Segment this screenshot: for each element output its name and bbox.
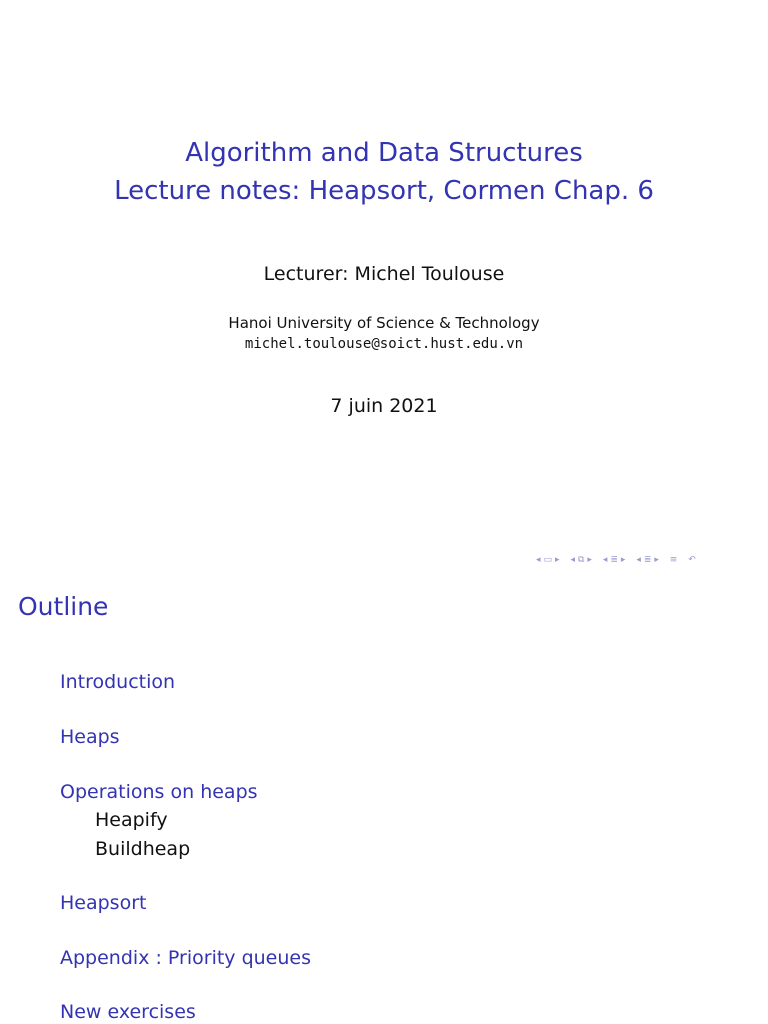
toc-item-appendix[interactable]: Appendix : Priority queues bbox=[60, 947, 311, 969]
slide-title: Outline bbox=[18, 592, 109, 621]
subsection-icon[interactable]: ⧉ bbox=[577, 555, 585, 565]
nav-prev-icon[interactable]: ◂ bbox=[536, 555, 541, 565]
toc-item-introduction[interactable]: Introduction bbox=[60, 671, 176, 693]
institution: Hanoi University of Science & Technology bbox=[228, 314, 540, 332]
undo-icon[interactable]: ↶ bbox=[688, 555, 696, 565]
title-line-2: Lecture notes: Heapsort, Cormen Chap. 6 bbox=[114, 176, 654, 206]
toc-item-heapsort[interactable]: Heapsort bbox=[60, 892, 147, 914]
nav-next-icon[interactable]: ▸ bbox=[654, 555, 659, 565]
beamer-navigation-bar bbox=[536, 555, 699, 571]
email: michel.toulouse@soict.hust.edu.vn bbox=[244, 336, 524, 352]
nav-prev-icon[interactable]: ◂ bbox=[602, 555, 608, 565]
toc-item-new-exercises[interactable]: New exercises bbox=[60, 1001, 196, 1023]
nav-next-icon[interactable]: ▸ bbox=[587, 555, 592, 565]
nav-next-icon[interactable]: ▸ bbox=[620, 555, 626, 565]
lecturer: Lecturer: Michel Toulouse bbox=[263, 263, 505, 285]
toc-item-heaps[interactable]: Heaps bbox=[60, 726, 120, 748]
section-icon[interactable]: ≣ bbox=[643, 555, 652, 565]
section-icon[interactable]: ≣ bbox=[610, 555, 618, 565]
title-line-1: Algorithm and Data Structures bbox=[185, 138, 583, 168]
nav-prev-icon[interactable]: ◂ bbox=[636, 555, 641, 565]
date: 7 juin 2021 bbox=[330, 395, 438, 417]
nav-next-icon[interactable]: ▸ bbox=[555, 555, 560, 565]
toc-subitem-heapify[interactable]: Heapify bbox=[95, 809, 168, 831]
toc-subitem-buildheap[interactable]: Buildheap bbox=[95, 838, 191, 860]
frame-icon[interactable]: ▭ bbox=[543, 555, 553, 565]
toc-item-operations-on-heaps[interactable]: Operations on heaps bbox=[60, 781, 258, 803]
nav-prev-icon[interactable]: ◂ bbox=[570, 555, 575, 565]
outline-slide bbox=[0, 576, 768, 1024]
menu-icon[interactable]: ≡ bbox=[669, 555, 678, 565]
